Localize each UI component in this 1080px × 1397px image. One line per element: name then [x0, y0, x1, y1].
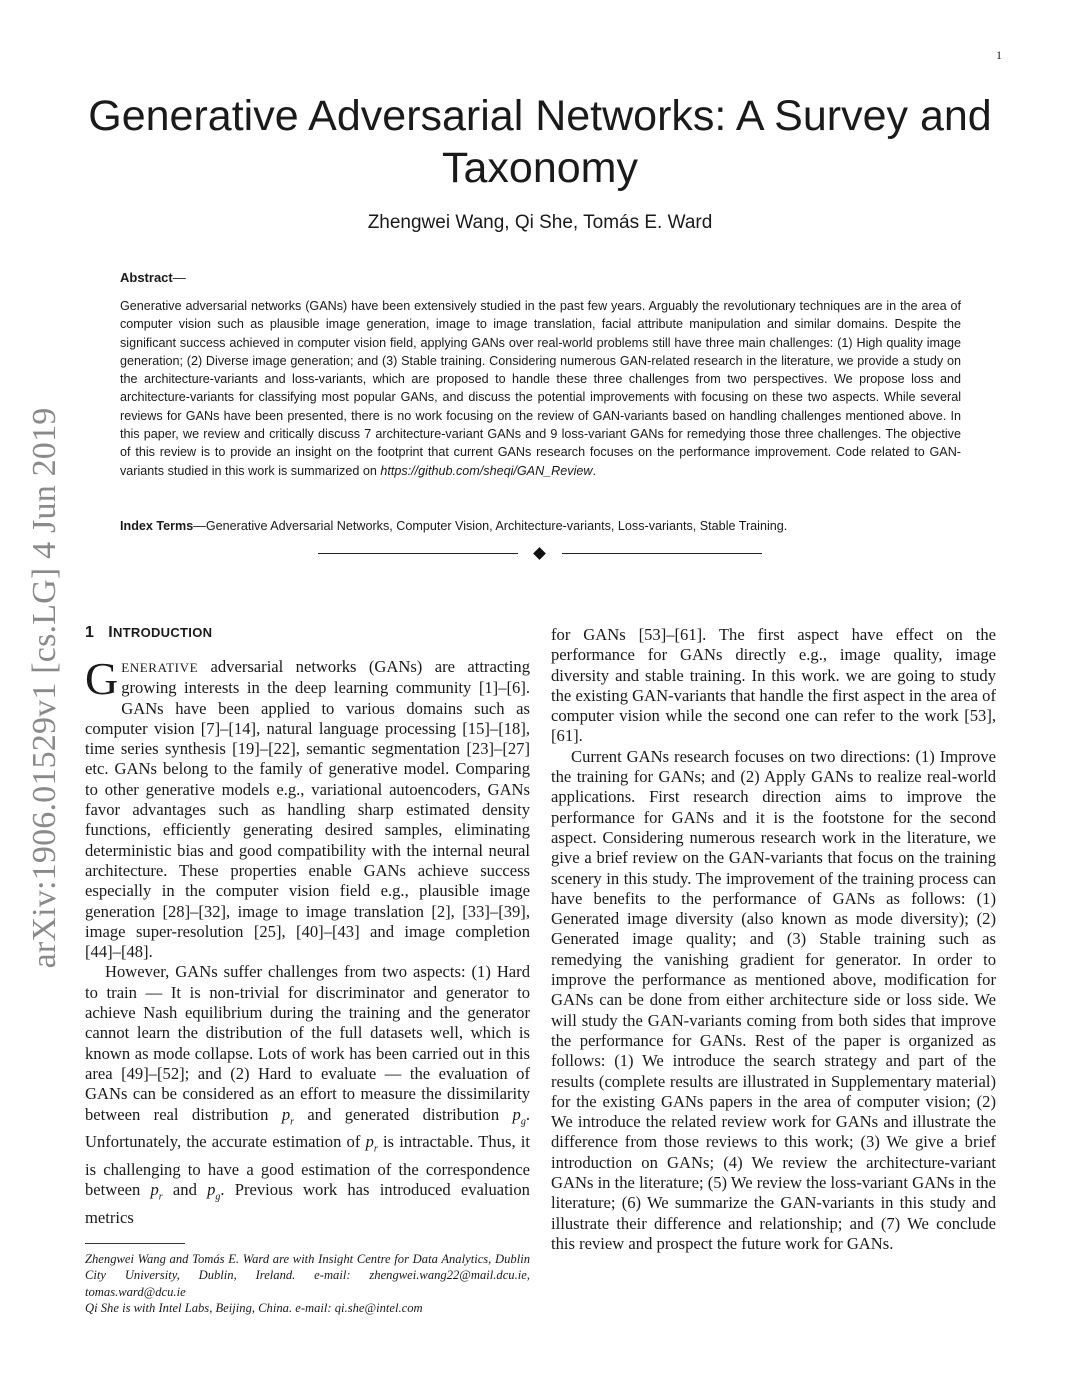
abstract-end: . — [592, 463, 596, 478]
math-p: p — [150, 1180, 159, 1200]
math-p: p — [207, 1180, 216, 1200]
intro-paragraph-2 — [85, 962, 530, 1228]
footnote-affiliation-2: Qi She is with Intel Labs, Beijing, China. e-mail: qi.she@intel.com — [85, 1300, 423, 1315]
para2-text-e: and — [162, 1180, 208, 1200]
lead-smallcaps: ENERATIVE — [121, 660, 199, 675]
code-link[interactable]: https://github.com/sheqi/GAN_Review — [380, 463, 593, 478]
math-p: p — [281, 1104, 291, 1124]
footnote-affiliation-1: Zhengwei Wang and Tomás E. Ward are with Insight Centre for Data Analytics, Dublin City University, Dublin, Ireland. e-mail: zhengwei.wang22@mail.dcu.ie, tomas.ward@dcu.ie — [85, 1252, 530, 1299]
section-separator — [318, 546, 762, 562]
para2-text-a: However, GANs suffer challenges from two aspects: (1) Hard to train — It is non-trivial for discriminator and generator to achieve Nash equilibrium during the training and the generator cannot learn the distribution of the full datasets well, which is known as mode collapse. Lots of work has been carried out in this area [49]–[52]; and (2) Hard to evaluate — the evaluation of GANs can be considered as an effort to measure the dissimilarity between real distribution — [85, 962, 530, 1124]
footnotes — [85, 1251, 530, 1316]
math-p: p — [512, 1104, 521, 1124]
math-sub-r: r — [158, 1191, 163, 1203]
section-title-initial: I — [108, 624, 113, 641]
section-title-rest: NTRODUCTION — [112, 625, 213, 640]
separator-rule-right — [562, 553, 762, 554]
math-sub-r: r — [290, 1115, 295, 1127]
intro-paragraph-1 — [85, 653, 530, 962]
math-sub-g: g — [215, 1191, 221, 1203]
math-p: p — [365, 1132, 374, 1152]
index-terms-text: —Generative Adversarial Networks, Computer Vision, Architecture-variants, Loss-variants, Stable Training. — [193, 519, 788, 533]
math-sub-g: g — [520, 1115, 526, 1127]
right-column — [551, 625, 996, 1254]
section-heading — [85, 624, 212, 642]
right-paragraph-2: Current GANs research focuses on two directions: (1) Improve the training for GANs; and (2) Apply GANs to realize real-world applications. First research direction aims to improve the performance for GANs and it is the footstone for the second aspect. Considering numerous research work in the literature, we give a brief review on the GAN-variants that focus on the training scenery in this study. The improvement of the training process can have benefits to the performance of GANs as follows: (1) Generated image diversity (also known as mode diversity); (2) Generated image quality; and (3) Stable training such as remedying the vanishing gradient for generator. In order to improve the performance as mentioned above, modification for GANs can be done from either architecture side or loss side. We will study the GAN-variants coming from both sides that improve the performance for GANs. Rest of the paper is organized as follows: (1) We introduce the search strategy and part of the results (complete results are illustrated in Supplementary material) for the existing GANs papers in the area of computer vision; (2) We introduce the related review work for GANs and illustrate the difference from those reviews to this work; (3) We give a brief introduction on GANs; (4) We review the architecture-variant GANs in the literature; (5) We review the loss-variant GANs in the literature; (6) We summarize the GAN-variants in this study and illustrate their difference and relationship; and (7) We conclude this review and prospect the future work for GANs. — [551, 746, 996, 1253]
abstract-heading-label: Abstract — [120, 270, 173, 285]
abstract-heading — [120, 270, 186, 285]
right-paragraph-1: for GANs [53]–[61]. The first aspect have effect on the performance for GANs directly e.g., image quality, image diversity and stable training. In this work. we are going to study the existing GAN-variants that handle the first aspect in the area of computer vision while the second one can refer to the work [53], [61]. — [551, 625, 996, 746]
para1-text: adversarial networks (GANs) are attracting growing interests in the deep learning community [1]–[6]. GANs have been applied to various domains such as computer vision [7]–[14], natural language processing [15]–[18], time series synthesis [19]–[22], semantic segmentation [23]–[27] etc. GANs belong to the family of generative model. Comparing to other generative models e.g., variational autoencoders, GANs favor advantages such as handling sharp estimated density functions, efficiently generating desired samples, eliminating deterministic bias and good compatibility with the internal neural architecture. These properties enable GANs achieve success especially in the computer vision field e.g., plausible image generation [28]–[32], image to image translation [2], [33]–[39], image super-resolution [25], [40]–[43] and image completion [44]–[48]. — [85, 657, 530, 962]
diamond-icon — [533, 547, 546, 560]
left-column — [85, 653, 530, 1228]
author-list: Zhengwei Wang, Qi She, Tomás E. Ward — [367, 212, 713, 233]
arxiv-identifier: arXiv:1906.01529v1 [cs.LG] 4 Jun 2019 — [26, 407, 63, 969]
abstract-body — [120, 297, 961, 480]
para2-text-b: and generated distribution — [294, 1104, 513, 1124]
abstract-text: Generative adversarial networks (GANs) have been extensively studied in the past few years. Arguably the revolutionary techniques are in the area of computer vision such as plausible image generation, image to image translation, facial attribute manipulation and similar domains. Despite the significant success achieved in computer vision field, applying GANs over real-world problems still have three main challenges: (1) High quality image generation; (2) Diverse image generation; and (3) Stable training. Considering numerous GAN-related research in the literature, we provide a study on the architecture-variants and loss-variants, which are proposed to handle these three challenges from two perspectives. We propose loss and architecture-variants for classifying most popular GANs, and discuss the potential improvements with focusing on these two aspects. While several reviews for GANs have been presented, there is no work focusing on the review of GAN-variants based on handling challenges mentioned above. In this paper, we review and critically discuss 7 architecture-variant GANs and 9 loss-variant GANs for remedying those three challenges. The objective of this review is to provide an insight on the footprint that current GANs research focuses on the performance improvement. Code related to GAN-variants studied in this work is summarized on — [120, 299, 961, 478]
index-terms — [120, 517, 961, 535]
index-terms-label: Index Terms — [120, 519, 194, 533]
para2-text-d: is intractable. Thus, it is challenging to have a good estimation of the correspondence between — [85, 1132, 530, 1200]
para2-text-f: . Previous work has introduced evaluation metrics — [85, 1180, 530, 1227]
section-number: 1 — [85, 624, 95, 641]
separator-rule-left — [318, 553, 518, 554]
drop-cap: G — [85, 653, 119, 704]
math-sub-r: r — [373, 1143, 378, 1155]
para2-text-c: . Unfortunately, the accurate estimation of — [85, 1104, 530, 1152]
footnote-rule — [85, 1243, 185, 1244]
abstract-heading-dash: — — [172, 270, 186, 285]
page-number: 1 — [996, 48, 1002, 62]
paper-title: Generative Adversarial Networks: A Survey and Taxonomy — [88, 92, 992, 192]
